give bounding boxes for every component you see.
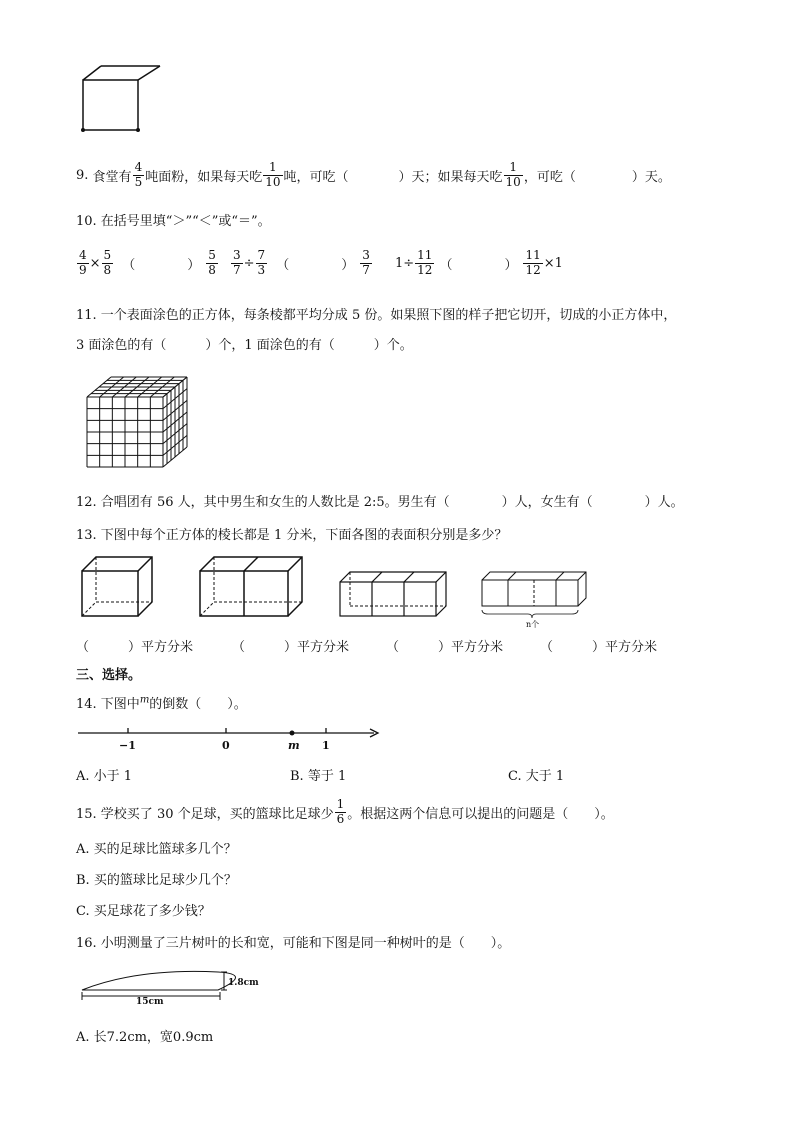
q9-number: 9. [76,167,89,183]
tick-label-m: m [288,739,300,752]
fraction-1-6: $\frac{1}{6}$ [336,796,345,826]
q15-option-c[interactable]: C. 买足球花了多少钱？ [76,904,211,919]
q16-option-a[interactable]: A. 长7.2cm，宽0.9cm [76,1030,214,1045]
cube-figure [75,60,170,140]
fraction-1-10-a: $\frac{1}{10}$ [265,159,281,189]
question-15: 15. 学校买了 30 个足球，买的篮球比足球少 $\frac{1}{6}$ 。根据这两个信息可以提出的问题是（ ）。 [76,796,614,826]
leaf-width-label: 1.8cm [228,978,259,988]
q14-option-b[interactable]: B. 等于 1 [290,769,347,784]
q15-option-b[interactable]: B. 买的篮球比足球少几个？ [76,873,237,888]
fraction-1-10-b: $\frac{1}{10}$ [505,159,521,189]
q14-option-c[interactable]: C. 大于 1 [508,769,565,784]
cubes-3 [338,570,450,620]
q13-answer-4[interactable]: （ ）平方分米 [540,640,658,655]
question-10: 10. 在括号里填“＞”“＜”或“＝”。 [76,214,271,229]
question-12: 12. 合唱团有 56 人，其中男生和女生的人数比是 2:5。男生有（ ）人，女生有（ ）人。 [76,495,684,510]
q13-answer-3[interactable]: （ ）平方分米 [386,640,504,655]
q10-compare-3: 1÷ $\frac{11}{12}$ （ ） $\frac{11}{12}$ ×1 [395,247,563,277]
compare-blank[interactable]: （ ） [122,257,201,273]
question-16: 16. 小明测量了三片树叶的长和宽，可能和下图是同一种树叶的是（ ）。 [76,936,511,951]
cubes-1 [80,555,160,620]
cubes-n [480,570,600,630]
number-line [78,725,383,755]
q15-option-a[interactable]: A. 买的足球比篮球多几个？ [76,842,237,857]
leaf-figure [78,966,268,1008]
leaf-length-label: 15cm [136,997,164,1007]
grid-cube-figure [85,375,195,470]
q10-compare-1: $\frac{4}{9}$ × $\frac{5}{8}$ （ ） $\frac{5}{8}$ [79,247,216,277]
section-title: 三、选择。 [76,668,142,683]
compare-blank[interactable]: （ ） [276,257,355,273]
variable-m: m [139,694,150,706]
tick-label-0: 0 [222,739,230,752]
q13-answer-2[interactable]: （ ）平方分米 [232,640,350,655]
cubes-2 [198,555,308,620]
q14-option-a[interactable]: A. 小于 1 [76,769,133,784]
question-11-line1: 11. 一个表面涂色的正方体，每条棱都平均分成 5 份。如果照下图的样子把它切开，切成的小正方体中， [76,308,677,323]
q13-answer-1[interactable]: （ ）平方分米 [76,640,194,655]
n-count-label: n个 [526,620,540,629]
question-13: 13. 下图中每个正方体的棱长都是 1 分米，下面各图的表面积分别是多少？ [76,528,508,543]
fraction-4-5: $\frac{4}{5}$ [134,159,143,189]
question-14: 14. 下图中$^m$的倒数（ ）。 [76,694,247,712]
question-11-line2: 3 面涂色的有（ ）个，1 面涂色的有（ ）个。 [76,338,413,353]
tick-label-1: 1 [322,739,330,752]
tick-label-neg1: −1 [119,739,136,752]
question-9: 9. 食堂有 $\frac{4}{5}$ 吨面粉，如果每天吃 $\frac{1}{10}$ 吨，可吃（ ）天；如果每天吃 $\frac{1}{10}$ ，可吃（ ）天。 [76,159,671,189]
q10-compare-2: $\frac{3}{7}$ ÷ $\frac{7}{3}$ （ ） $\frac{3}{7}$ [233,247,370,277]
compare-blank[interactable]: （ ） [439,257,518,273]
